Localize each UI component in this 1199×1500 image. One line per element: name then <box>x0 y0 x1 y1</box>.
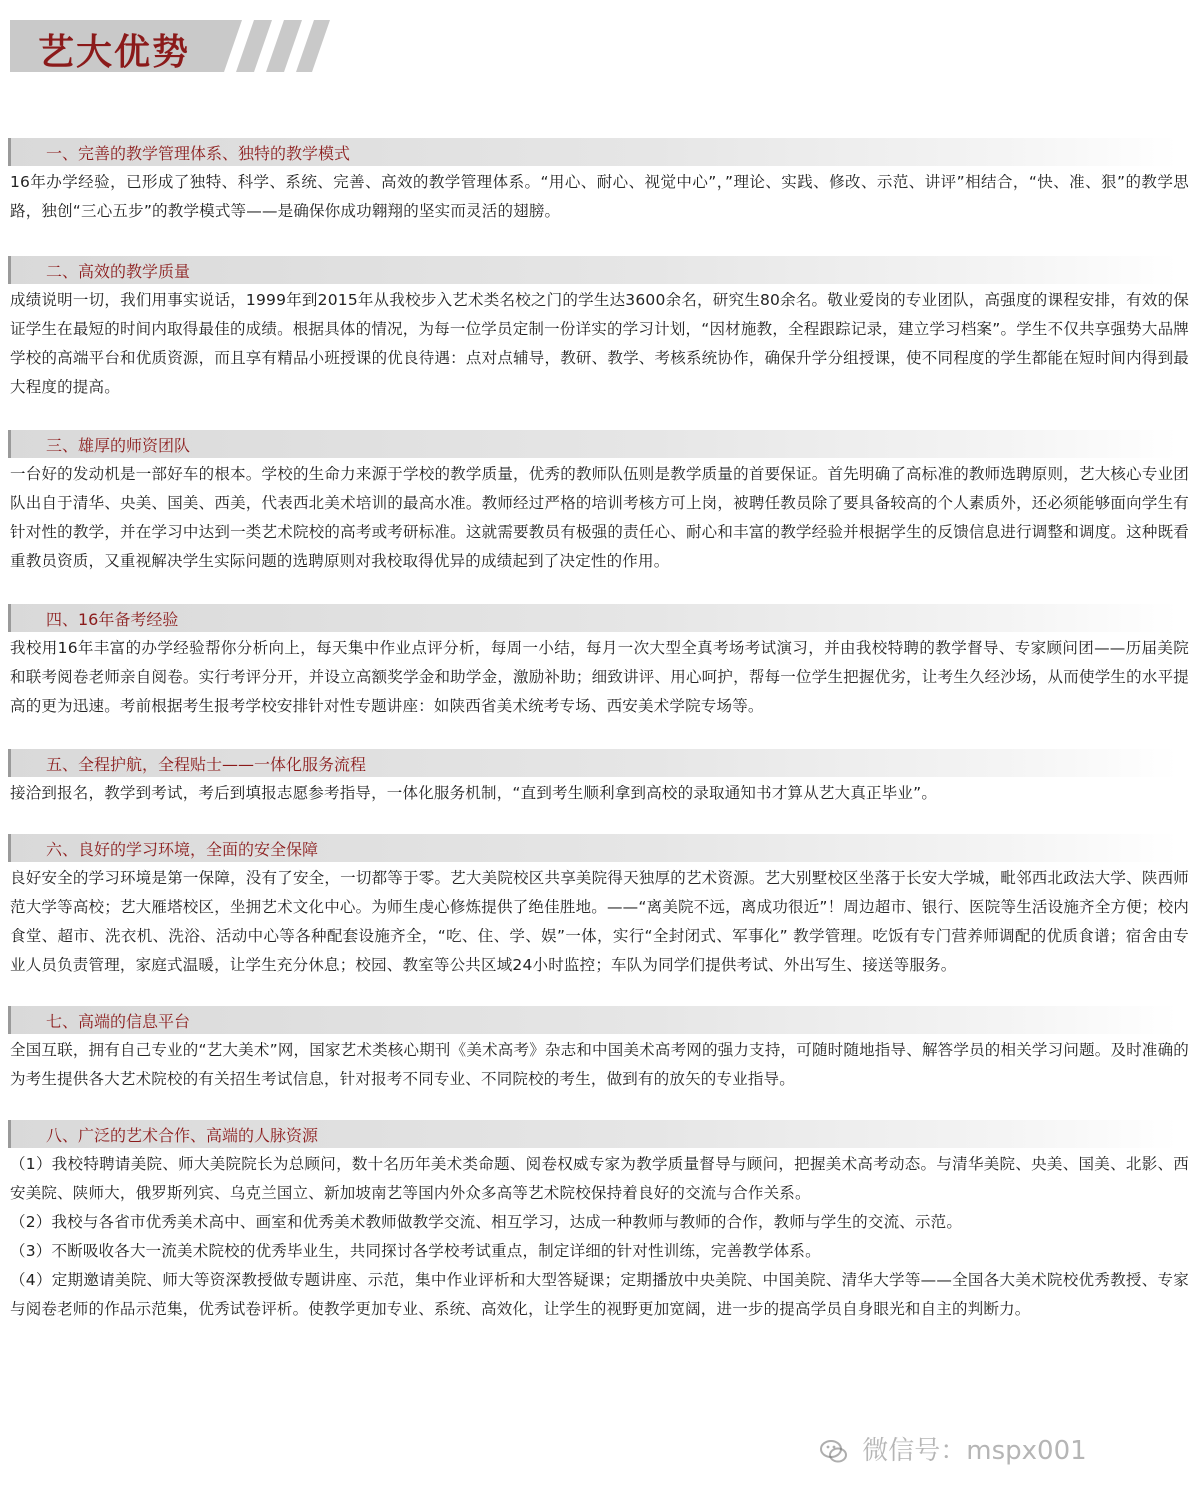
section-body <box>10 1036 1189 1094</box>
section-3 <box>0 430 1199 576</box>
section-5 <box>0 749 1199 808</box>
section-header <box>8 749 1178 777</box>
section-paragraph: 成绩说明一切，我们用事实说话，1999年到2015年从我校步入艺术类名校之门的学生达3600余名，研究生80余名。敬业爱岗的专业团队，高强度的课程安排，有效的保证学生在最短的时间内取得最佳的成绩。根据具体的情况，为每一位学员定制一份详实的学习计划，“因材施教，全程跟踪记录，建立学习档案”。学生不仅共享强势大品牌学校的高端平台和优质资源，而且享有精品小班授课的优良待遇：点对点辅导，教研、教学、考核系统协作，确保升学分组授课，使不同程度的学生都能在短时间内得到最大程度的提高。 <box>10 291 1189 396</box>
section-7 <box>0 1006 1199 1094</box>
section-heading: 六、良好的学习环境，全面的安全保障 <box>46 840 319 859</box>
section-body <box>10 779 1189 808</box>
section-heading: 四、16年备考经验 <box>46 610 179 629</box>
section-header-bar <box>8 430 11 458</box>
section-2 <box>0 256 1199 402</box>
section-4 <box>0 604 1199 721</box>
section-body <box>10 286 1189 402</box>
page-title: 艺大优势 <box>38 31 191 73</box>
section-header <box>8 138 1178 166</box>
section-1 <box>0 138 1199 226</box>
watermark-text: 微信号：mspx001 <box>862 1436 1087 1466</box>
section-header <box>8 1120 1178 1148</box>
section-header-bar <box>8 138 11 166</box>
section-8 <box>0 1120 1199 1324</box>
section-heading: 一、完善的教学管理体系、独特的教学模式 <box>46 144 351 163</box>
section-header-bar <box>8 256 11 284</box>
section-header-bar <box>8 604 11 632</box>
section-paragraph: 接洽到报名，教学到考试，考后到填报志愿参考指导，一体化服务机制，“直到考生顺利拿到高校的录取通知书才算从艺大真正毕业”。 <box>10 784 938 802</box>
section-6 <box>0 834 1199 980</box>
sections-container <box>0 138 1199 1324</box>
section-header <box>8 256 1178 284</box>
section-paragraph: （1）我校特聘请美院、师大美院院长为总顾问，数十名历年美术类命题、阅卷权威专家为教学质量督导与顾问，把握美术高考动态。与清华美院、央美、国美、北影、西安美院、陕师大，俄罗斯列宾、乌克兰国立、新加坡南艺等国内外众多高等艺术院校保持着良好的交流与合作关系。 <box>10 1155 1189 1202</box>
section-heading: 五、全程护航，全程贴士——一体化服务流程 <box>46 755 367 774</box>
section-heading: 三、雄厚的师资团队 <box>46 436 191 455</box>
section-heading: 八、广泛的艺术合作、高端的人脉资源 <box>46 1126 319 1145</box>
section-heading: 七、高端的信息平台 <box>46 1012 191 1031</box>
section-header-bar <box>8 749 11 777</box>
section-header-bar <box>8 1120 11 1148</box>
section-header <box>8 834 1178 862</box>
section-paragraph: 全国互联，拥有自己专业的“艺大美术”网，国家艺术类核心期刊《美术高考》杂志和中国美术高考网的强力支持，可随时随地指导、解答学员的相关学习问题。及时准确的为考生提供各大艺术院校的有关招生考试信息，针对报考不同专业、不同院校的考生，做到有的放矢的专业指导。 <box>10 1041 1189 1088</box>
section-paragraph: （2）我校与各省市优秀美术高中、画室和优秀美术教师做教学交流、相互学习，达成一种教师与教师的合作，教师与学生的交流、示范。 <box>10 1213 963 1231</box>
page-title-banner <box>10 20 330 72</box>
section-header-bar <box>8 1006 11 1034</box>
section-paragraph: （4）定期邀请美院、师大等资深教授做专题讲座、示范，集中作业评析和大型答疑课；定期播放中央美院、中国美院、清华大学等——全国各大美术院校优秀教授、专家与阅卷老师的作品示范集，优秀试卷评析。使教学更加专业、系统、高效化，让学生的视野更加宽阔，进一步的提高学员自身眼光和自主的判断力。 <box>10 1271 1189 1318</box>
section-header <box>8 1006 1178 1034</box>
section-header-bar <box>8 834 11 862</box>
section-header <box>8 604 1178 632</box>
section-body <box>10 864 1189 980</box>
section-paragraph: （3）不断吸收各大一流美术院校的优秀毕业生，共同探讨各学校考试重点，制定详细的针对性训练，完善教学体系。 <box>10 1242 821 1260</box>
section-header <box>8 430 1178 458</box>
watermark <box>820 1430 1087 1467</box>
section-body <box>10 460 1189 576</box>
section-paragraph: 我校用16年丰富的办学经验帮你分析向上，每天集中作业点评分析，每周一小结，每月一次大型全真考场考试演习，并由我校特聘的教学督导、专家顾问团——历届美院和联考阅卷老师亲自阅卷。实行考评分开，并设立高额奖学金和助学金，激励补助；细致讲评、用心呵护，帮每一位学生把握优劣，让考生久经沙场，从而使学生的水平提高的更为迅速。考前根据考生报考学校安排针对性专题讲座：如陕西省美术统考专场、西安美术学院专场等。 <box>10 639 1189 715</box>
section-body <box>10 168 1189 226</box>
section-paragraph: 良好安全的学习环境是第一保障，没有了安全，一切都等于零。艺大美院校区共享美院得天独厚的艺术资源。艺大别墅校区坐落于长安大学城，毗邻西北政法大学、陕西师范大学等高校；艺大雁塔校区，坐拥艺术文化中心。为师生虔心修炼提供了绝佳胜地。——“离美院不远，离成功很近”！周边超市、银行、医院等生活设施齐全方便；校内食堂、超市、洗衣机、洗浴、活动中心等各种配套设施齐全，“吃、住、学、娱”一体，实行“全封闭式、军事化” 教学管理。吃饭有专门营养师调配的优质食谱；宿舍由专业人员负责管理，家庭式温暖，让学生充分休息；校园、教室等公共区域24小时监控；车队为同学们提供考试、外出写生、接送等服务。 <box>10 869 1189 974</box>
section-body <box>10 634 1189 721</box>
section-body <box>10 1150 1189 1324</box>
section-heading: 二、高效的教学质量 <box>46 262 191 281</box>
wechat-icon <box>820 1438 848 1466</box>
section-paragraph: 一台好的发动机是一部好车的根本。学校的生命力来源于学校的教学质量，优秀的教师队伍则是教学质量的首要保证。首先明确了高标准的教师选聘原则，艺大核心专业团队出自于清华、央美、国美、西美，代表西北美术培训的最高水准。教师经过严格的培训考核方可上岗，被聘任教员除了要具备较高的个人素质外，还必须能够面向学生有针对性的教学，并在学习中达到一类艺术院校的高考或考研标准。这就需要教员有极强的责任心、耐心和丰富的教学经验并根据学生的反馈信息进行调整和调度。这种既看重教员资质，又重视解决学生实际问题的选聘原则对我校取得优异的成绩起到了决定性的作用。 <box>10 465 1189 570</box>
section-paragraph: 16年办学经验，已形成了独特、科学、系统、完善、高效的教学管理体系。“用心、耐心、视觉中心”，”理论、实践、修改、示范、讲评”相结合，“快、准、狠”的教学思路，独创“三心五步”的教学模式等——是确保你成功翱翔的坚实而灵活的翅膀。 <box>10 173 1189 220</box>
